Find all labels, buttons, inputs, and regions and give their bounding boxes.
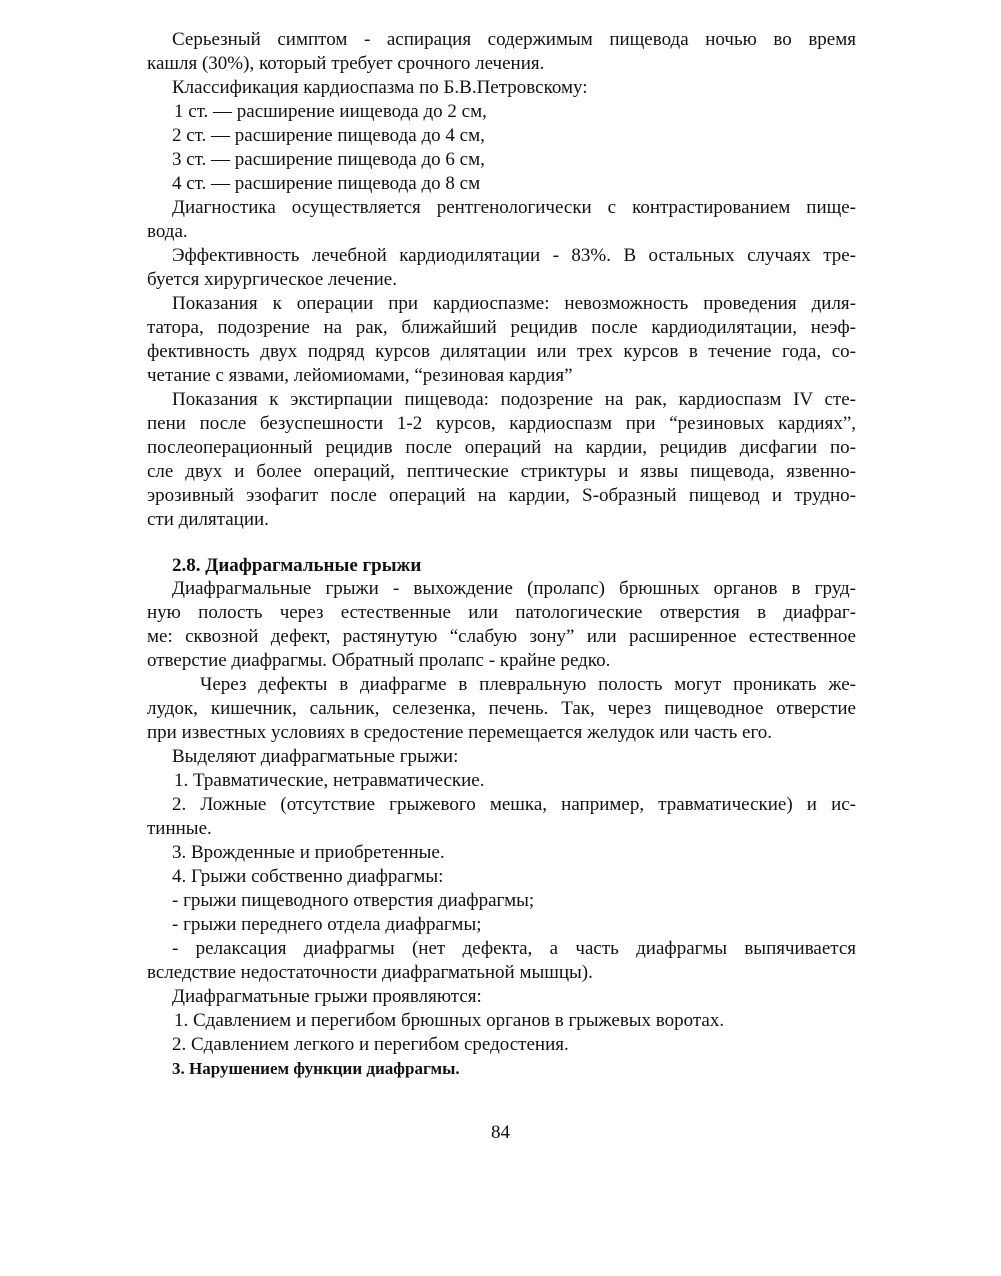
text-line: 3 ст. — расширение пищевода до 6 см, [172, 149, 485, 170]
text-line: сти дилятации. [147, 509, 269, 530]
text-line: Показания к экстирпации пищевода: подозрение на рак, кардиоспазм IV сте- [172, 389, 856, 410]
text-line: буется хирургическое лечение. [147, 269, 397, 290]
text-line: 2 ст. — расширение пищевода до 4 см, [172, 125, 485, 146]
list-item: 4. Грыжи собственно диафрагмы: [172, 866, 444, 887]
text-line: фективность двух подряд курсов дилятации или трех курсов в течение года, со- [147, 341, 856, 362]
text-line: вода. [147, 221, 188, 242]
list-item: 3. Нарушением функции диафрагмы. [172, 1059, 460, 1078]
text-line: Классификация кардиоспазма по Б.В.Петровскому: [172, 77, 588, 98]
text-line: Серьезный симптом - аспирация содержимым пищевода ночью во время [172, 29, 856, 50]
text-line: ме: сквозной дефект, растянутую “слабую зону” или расширенное естественное [147, 626, 856, 647]
text-line: Диафрагмальные грыжи - выхождение (пролапс) брюшных органов в груд- [172, 578, 856, 599]
text-line: пени после безуспешности 1-2 курсов, кардиоспазм при “резиновых кардиях”, [147, 413, 856, 434]
text-line: ную полость через естественные или патологические отверстия в диафраг- [147, 602, 856, 623]
section-heading: 2.8. Диафрагмальные грыжи [172, 555, 422, 576]
list-item: - грыжи переднего отдела диафрагмы; [172, 914, 482, 935]
text-line: кашля (30%), который требует срочного лечения. [147, 53, 545, 74]
text-line: тинные. [147, 818, 212, 839]
text-line: Показания к операции при кардиоспазме: невозможность проведения диля- [172, 293, 856, 314]
list-item: - релаксация диафрагмы (нет дефекта, а часть диафрагмы выпячивается [172, 938, 856, 959]
text-line: Выделяют диафрагматьные грыжи: [172, 746, 459, 767]
text-line: 4 ст. — расширение пищевода до 8 см [172, 173, 481, 194]
list-item: 1. Травматические, нетравматические. [174, 770, 485, 791]
text-line: Диагностика осуществляется рентгенологически с контрастированием пище- [172, 197, 856, 218]
list-item: - грыжи пищеводного отверстия диафрагмы; [172, 890, 535, 911]
text-line: послеоперационный рецидив после операций на кардии, рецидив дисфагии по- [147, 437, 856, 458]
text-line: 1 ст. — расширение иищевода до 2 см, [174, 101, 487, 122]
page-number: 84 [491, 1122, 510, 1143]
text-line: отверстие диафрагмы. Обратный пролапс - крайне редко. [147, 650, 611, 671]
text-line: Через дефекты в диафрагме в плевральную полость могут проникать же- [200, 674, 856, 695]
text-line: четание с язвами, лейомиомами, “резиновая кардия” [147, 365, 573, 386]
text-line: сле двух и более операций, пептические стриктуры и язвы пищевода, язвенно- [147, 461, 856, 482]
list-item: 1. Сдавлением и перегибом брюшных органов в грыжевых воротах. [174, 1010, 725, 1031]
text-line: татора, подозрение на рак, ближайший рецидив после кардиодилятации, неэф- [147, 317, 856, 338]
text-line: при известных условиях в средостение перемещается желудок или часть его. [147, 722, 773, 743]
list-item: 2. Ложные (отсутствие грыжевого мешка, например, травматические) и ис- [172, 794, 856, 815]
text-line: лудок, кишечник, сальник, селезенка, печень. Так, через пищеводное отверстие [147, 698, 856, 719]
list-item: 2. Сдавлением легкого и перегибом средостения. [172, 1034, 569, 1055]
list-item: 3. Врожденные и приобретенные. [172, 842, 445, 863]
text-line: Диафрагматьные грыжи проявляются: [172, 986, 482, 1007]
text-line: вследствие недостаточности диафрагматьной мышцы). [147, 962, 593, 983]
text-line: эрозивный эзофагит после операций на кардии, S-образный пищевод и трудно- [147, 485, 856, 506]
text-line: Эффективность лечебной кардиодилятации - 83%. В остальных случаях тре- [172, 245, 856, 266]
